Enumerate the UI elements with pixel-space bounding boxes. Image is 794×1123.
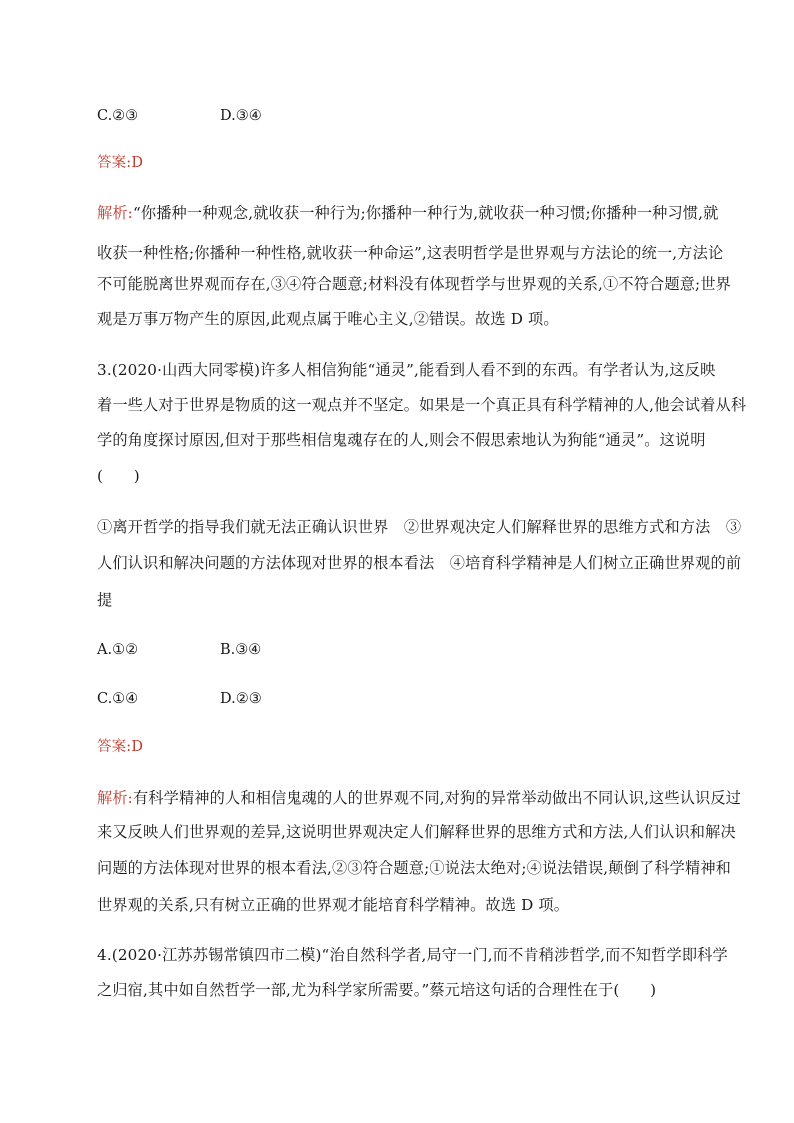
q3-option-b: B.③④ [220,642,262,658]
q2-analysis-line-4: 观是万事万物产生的原因,此观点属于唯心主义,②错误。故选 D 项。 [97,310,559,328]
q3-stem-line-3: 学的角度探讨原因,但对于那些相信鬼魂存在的人,则会不假思索地认为狗能“通灵”。这说明 [97,431,706,449]
q3-analysis-line-1 [97,788,741,808]
q3-statement-line-3: 提 [97,591,113,609]
q2-answer-value: D [131,155,144,171]
q3-option-c: C.①④ [97,691,139,707]
q4-stem-line-1: 4.(2020·江苏苏锡常镇四市二模)“治自然科学者,局守一门,而不肯稍涉哲学,而不知哲学即科学 [97,946,728,964]
q3-answer-blank: ( ) [97,467,140,485]
q3-analysis-line-3: 问题的方法体现对世界的根本看法,②③符合题意;①说法太绝对;④说法错误,颠倒了科学精神和 [97,859,731,877]
q3-analysis-label: 解析: [97,789,133,807]
q2-option-d: D.③④ [220,108,262,124]
q2-analysis-text-1: “你播种一种观念,就收获一种行为;你播种一种行为,就收获一种习惯;你播种一种习惯,就 [132,204,719,222]
q4-stem-line-2: 之归宿,其中如自然哲学一部,尤为科学家所需要。”蔡元培这句话的合理性在于( ) [97,981,657,999]
q3-answer-label: 答案: [97,739,132,755]
q2-analysis-line-1 [97,203,718,223]
q3-statement-line-2: 人们认识和解决问题的方法体现对世界的根本看法 ④培育科学精神是人们树立正确世界观的前 [97,554,742,572]
q2-answer [97,153,143,173]
q3-stem-line-2: 着一些人对于世界是物质的这一观点并不坚定。如果是一个真正具有科学精神的人,他会试着从科 [97,396,747,414]
q2-analysis-label: 解析: [97,204,133,222]
q3-option-d: D.②③ [220,691,262,707]
q3-statement-line-1: ①离开哲学的指导我们就无法正确认识世界 ②世界观决定人们解释世界的思维方式和方法 ③ [97,518,742,536]
q2-answer-label: 答案: [97,155,132,171]
q3-option-a: A.①② [97,642,139,658]
q3-analysis-line-4: 世界观的关系,只有树立正确的世界观才能培育科学精神。故选 D 项。 [97,896,570,914]
q2-analysis-line-2: 收获一种性格;你播种一种性格,就收获一种命运”,这表明哲学是世界观与方法论的统一,方法论 [97,244,724,262]
q3-answer-value: D [131,739,144,755]
q2-analysis-line-3: 不可能脱离世界观而存在,③④符合题意;材料没有体现哲学与世界观的关系,①不符合题意;世界 [97,275,731,293]
q3-stem-line-1: 3.(2020·山西大同零模)许多人相信狗能“通灵”,能看到人看不到的东西。有学者认为,这反映 [97,361,716,379]
q3-answer [97,737,143,757]
q2-option-c: C.②③ [97,108,139,124]
q3-analysis-text-1: 有科学精神的人和相信鬼魂的人的世界观不同,对狗的异常举动做出不同认识,这些认识反过 [132,789,742,807]
q3-analysis-line-2: 来又反映人们世界观的差异,这说明世界观决定人们解释世界的思维方式和方法,人们认识和解决 [97,823,736,841]
